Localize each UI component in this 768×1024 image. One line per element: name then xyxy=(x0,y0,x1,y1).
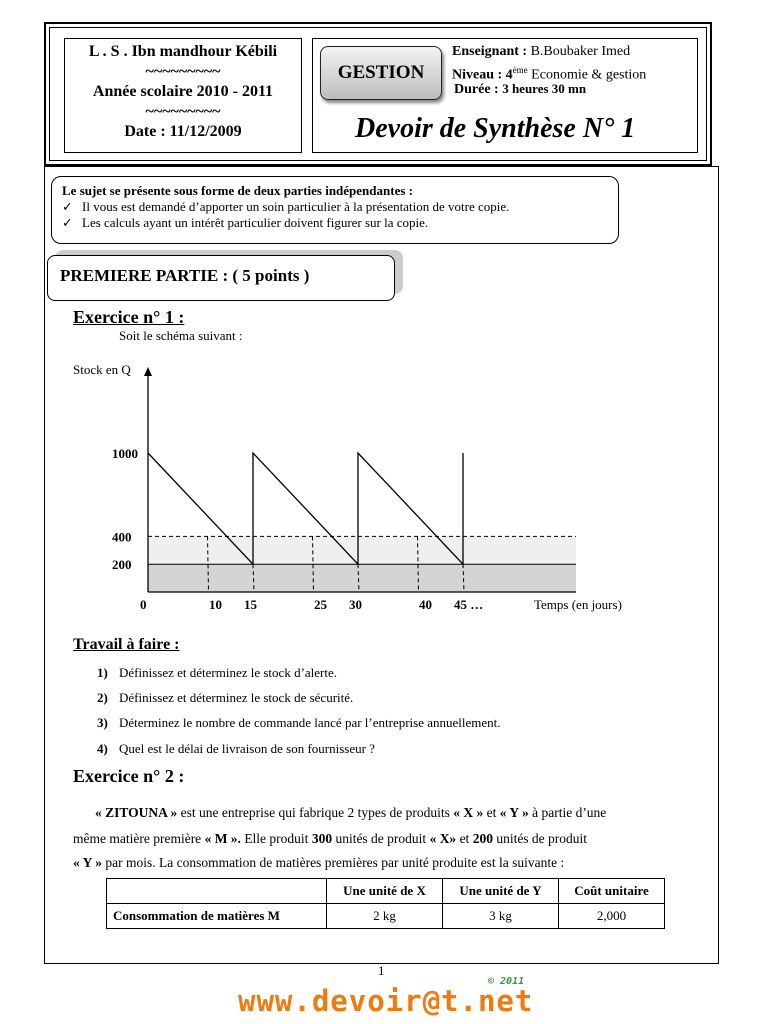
footer-site: www.devoir@t.net xyxy=(238,984,534,1018)
table-cell: 2 kg xyxy=(327,904,443,929)
check-icon: ✓ xyxy=(62,199,73,214)
x-tick-label: 15 xyxy=(244,597,257,612)
stock-chart xyxy=(73,362,660,622)
table-row xyxy=(107,904,665,929)
task-item: 4) Quel est le délai de livraison de son fournisseur ? xyxy=(97,741,375,756)
x-tick-label: 25 xyxy=(314,597,327,612)
table-cell: Consommation de matières M xyxy=(107,904,327,929)
exercise2-line3: « Y » par mois. La consommation de matières premières par unité produite est la suivante : xyxy=(73,855,565,870)
table-header: Coût unitaire xyxy=(559,879,665,904)
check-icon: ✓ xyxy=(62,215,73,230)
exercise2-line1: « ZITOUNA » est une entreprise qui fabrique 2 types de produits « X » et « Y » à partie d’une xyxy=(95,805,607,820)
instructions-intro: Le sujet se présente sous forme de deux parties indépendantes : xyxy=(62,183,413,198)
table-cell xyxy=(107,879,327,904)
x-tick-label: 0 xyxy=(140,597,147,612)
exercise1-title: Exercice n° 1 : xyxy=(73,307,185,327)
y-axis-label: Stock en Q xyxy=(73,362,131,377)
instructions-box xyxy=(51,176,619,244)
tilde-separator: ~~~~~~~~~ xyxy=(145,103,221,120)
school-info-box xyxy=(64,38,302,153)
consumption-table xyxy=(106,878,665,929)
x-tick-label: 10 xyxy=(209,597,222,612)
y-tick-label: 200 xyxy=(112,557,132,573)
y-axis-arrow-icon xyxy=(144,367,152,376)
exercise1-intro: Soit le schéma suivant : xyxy=(119,328,243,343)
safety-band xyxy=(148,564,576,592)
school-year: Année scolaire 2010 - 2011 xyxy=(92,83,274,100)
x-tick-label: 45 … xyxy=(454,597,484,612)
table-cell: 2,000 xyxy=(559,904,665,929)
footer-year: © 2011 xyxy=(488,976,525,987)
tilde-separator: ~~~~~~~~~ xyxy=(145,63,221,80)
exam-title: Devoir de Synthèse N° 1 xyxy=(355,113,636,144)
exercise2-title: Exercice n° 2 : xyxy=(73,766,185,786)
instruction-item: ✓ Il vous est demandé d’apporter un soin particulier à la présentation de votre copie. xyxy=(62,199,510,214)
task-item: 2) Définissez et déterminez le stock de sécurité. xyxy=(97,690,354,705)
footer-watermark xyxy=(238,976,534,1018)
task-item: 1) Définissez et déterminez le stock d’alerte. xyxy=(97,665,338,680)
y-tick-label: 1000 xyxy=(112,446,138,461)
table-cell: 3 kg xyxy=(443,904,559,929)
alert-band xyxy=(148,536,576,564)
subject-badge: GESTION xyxy=(320,46,442,100)
instruction-item: ✓ Les calculs ayant un intérêt particulier doivent figurer sur la copie. xyxy=(62,215,429,230)
x-tick-label: 30 xyxy=(349,597,362,612)
table-header-row xyxy=(107,879,665,904)
duration-line: Durée : 3 heures 30 mn xyxy=(454,81,587,97)
y-tick-label: 400 xyxy=(112,529,132,545)
table-header: Une unité de Y xyxy=(443,879,559,904)
page-number: 1 xyxy=(378,963,385,978)
x-tick-label: 40 xyxy=(419,597,432,612)
exam-date: Date : 11/12/2009 xyxy=(124,123,242,140)
exercise2-line2: même matière première « M ». Elle produit 300 unités de produit « X» et 200 unités de produit xyxy=(73,831,588,846)
part-title: PREMIERE PARTIE : ( 5 points ) xyxy=(47,255,395,301)
x-axis-label: Temps (en jours) xyxy=(534,597,622,612)
task-item: 3) Déterminez le nombre de commande lancé par l’entreprise annuellement. xyxy=(97,715,501,730)
level-line: Niveau : 4ème Economie & gestion xyxy=(452,65,647,83)
table-header: Une unité de X xyxy=(327,879,443,904)
school-name: L . S . Ibn mandhour Kébili xyxy=(88,43,278,60)
task-title: Travail à faire : xyxy=(73,636,180,653)
teacher-line: Enseignant : B.Boubaker Imed xyxy=(452,44,631,59)
